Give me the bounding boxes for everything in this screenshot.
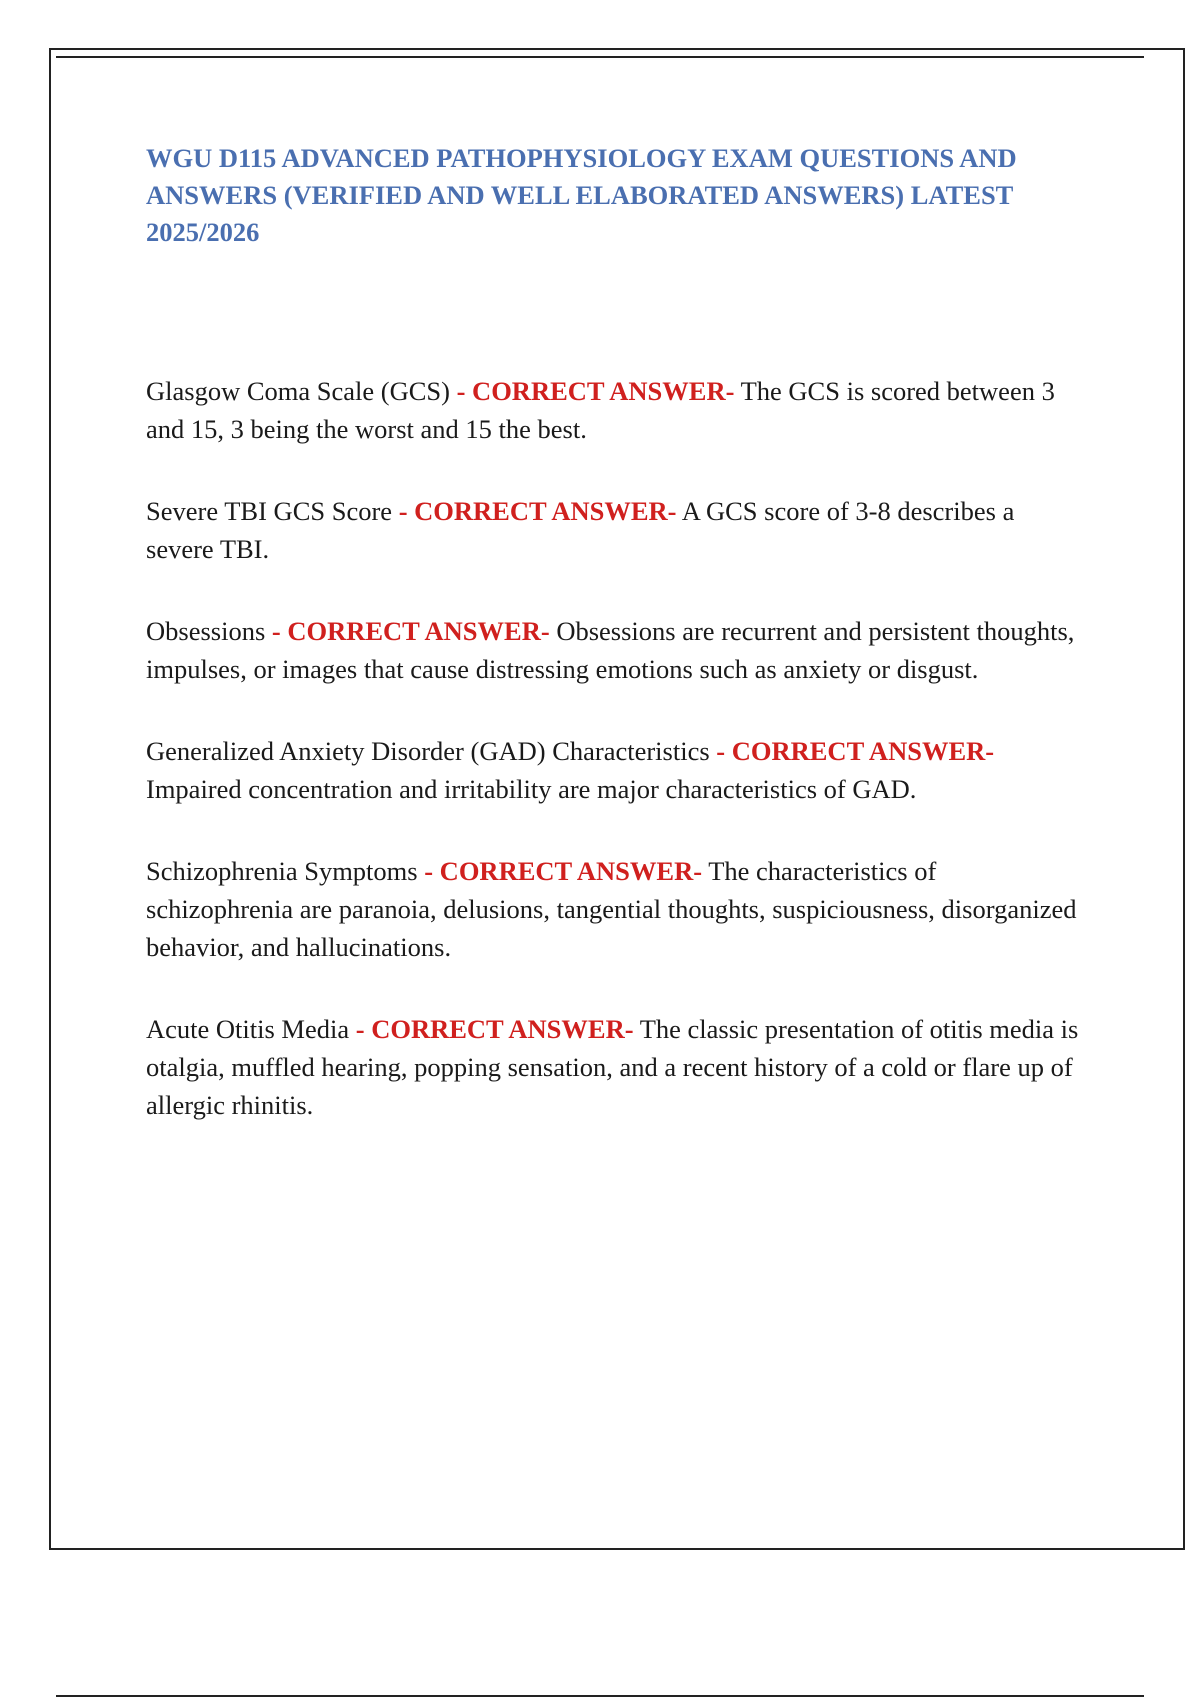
- qa-answer: The characteristics of schizophrenia are paranoia, delusions, tangential thoughts, suspiciousness, disorganized behavior, and hallucinations.: [146, 856, 1077, 962]
- qa-item: [146, 612, 1086, 688]
- qa-item: [146, 852, 1086, 966]
- qa-answer: The classic presentation of otitis media is otalgia, muffled hearing, popping sensation, and a recent history of a cold or flare up of allergic rhinitis.: [146, 1014, 1079, 1120]
- qa-item: [146, 372, 1086, 448]
- qa-answer: Impaired concentration and irritability are major characteristics of GAD.: [146, 774, 917, 804]
- qa-list: [146, 372, 1086, 1124]
- correct-answer-label: - CORRECT ANSWER-: [355, 1014, 634, 1044]
- document-content: [146, 140, 1086, 1168]
- qa-term: Generalized Anxiety Disorder (GAD) Characteristics: [146, 736, 710, 766]
- bottom-rule: [56, 1695, 1144, 1697]
- document-title: WGU D115 ADVANCED PATHOPHYSIOLOGY EXAM QUESTIONS AND ANSWERS (VERIFIED AND WELL ELABORATED ANSWERS) LATEST 2025/2026: [146, 143, 1017, 247]
- correct-answer-label: - CORRECT ANSWER-: [456, 376, 735, 406]
- qa-term: Severe TBI GCS Score: [146, 496, 393, 526]
- qa-term: Schizophrenia Symptoms: [146, 856, 418, 886]
- qa-item: [146, 1010, 1086, 1124]
- correct-answer-label: - CORRECT ANSWER-: [398, 496, 677, 526]
- correct-answer-label: - CORRECT ANSWER-: [716, 736, 995, 766]
- correct-answer-label: - CORRECT ANSWER-: [271, 616, 550, 646]
- top-rule: [56, 56, 1144, 58]
- qa-item: [146, 492, 1086, 568]
- qa-item: [146, 732, 1086, 808]
- correct-answer-label: - CORRECT ANSWER-: [424, 856, 703, 886]
- qa-term: Glasgow Coma Scale (GCS): [146, 376, 450, 406]
- qa-term: Obsessions: [146, 616, 266, 646]
- qa-term: Acute Otitis Media: [146, 1014, 350, 1044]
- qa-answer: Obsessions are recurrent and persistent thoughts, impulses, or images that cause distressing emotions such as anxiety or disgust.: [146, 616, 1075, 684]
- qa-answer: A GCS score of 3-8 describes a severe TBI.: [146, 496, 1015, 564]
- qa-answer: The GCS is scored between 3 and 15, 3 being the worst and 15 the best.: [146, 376, 1055, 444]
